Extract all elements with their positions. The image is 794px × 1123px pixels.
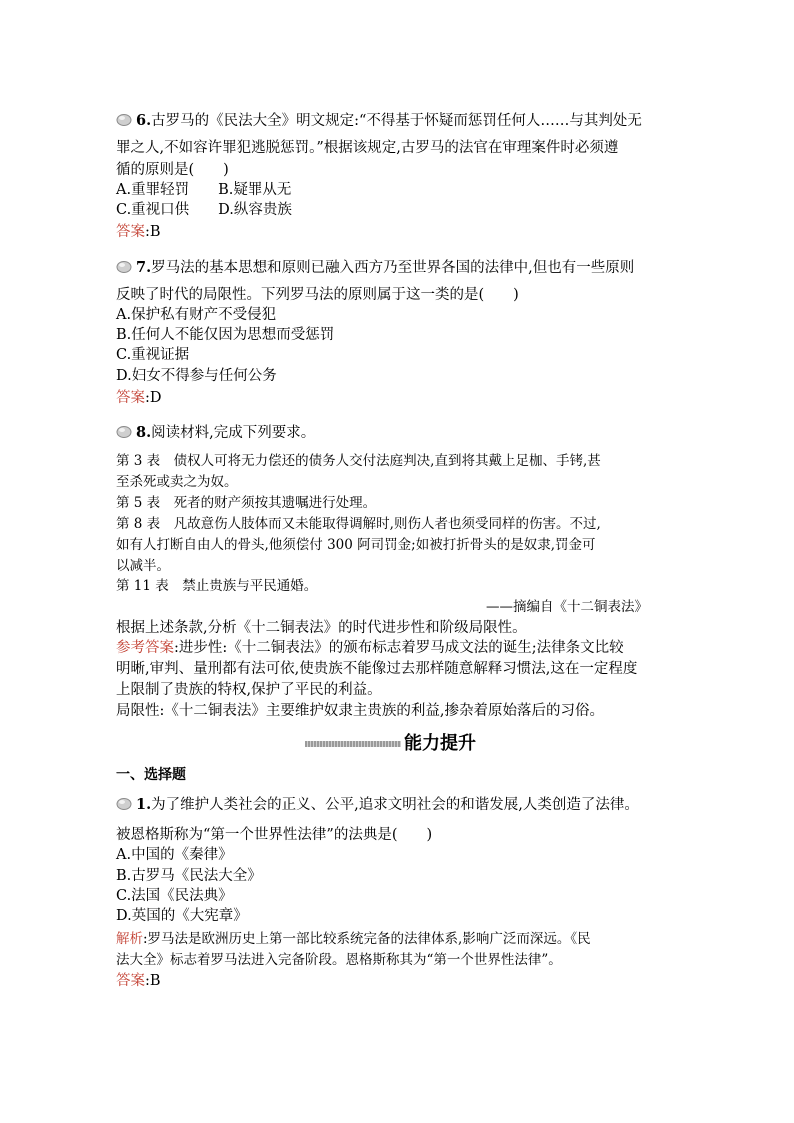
q7-option-b: B.任何人不能仅因为思想而受惩罚 — [116, 327, 335, 343]
q6-line-1 — [116, 111, 642, 131]
q8-ref-line-3: 上限制了贵族的特权,保护了平民的利益。 — [116, 682, 382, 698]
section-decoration — [305, 741, 401, 747]
q1-analysis-line-1 — [116, 929, 591, 949]
question-marker-icon — [116, 113, 135, 126]
q1-line-1 — [116, 795, 639, 815]
q8-task: 根据上述条款,分析《十二铜表法》的时代进步性和阶级局限性。 — [116, 620, 527, 636]
q8-material-line: 如有人打断自由人的骨头,他须偿付 300 阿司罚金;如被打折骨头的是奴隶,罚金可 — [116, 537, 596, 553]
question-marker-icon — [116, 797, 135, 810]
q1-analysis-line-2: 法大全》标志着罗马法进入完备阶段。恩格斯称其为“第一个世界性法律”。 — [116, 952, 562, 968]
q1-text-1: 为了维护人类社会的正义、公平,追求文明社会的和谐发展,人类创造了法律。 — [151, 797, 639, 813]
q7-line-1 — [116, 258, 634, 278]
q1-analysis-text-1: :罗马法是欧洲历史上第一部比较系统完备的法律体系,影响广泛而深远。《民 — [143, 931, 591, 947]
q6-line-2: 罪之人,不如容许罪犯逃脱惩罚。”根据该规定,古罗马的法官在审理案件时必须遵 — [116, 140, 619, 156]
q1-option-d: D.英国的《大宪章》 — [116, 908, 248, 924]
reference-answer-label: 参考答案 — [116, 640, 174, 656]
q7-line-2: 反映了时代的局限性。下列罗马法的原则属于这一类的是( ) — [116, 287, 519, 303]
q8-material-line: 第 8 表 凡故意伤人肢体而又未能取得调解时,则伤人者也须受同样的伤害。不过, — [116, 516, 601, 532]
q8-material-line: 第 5 表 死者的财产须按其遗嘱进行处理。 — [116, 495, 377, 511]
answer-value: :B — [145, 973, 161, 989]
q8-line-1 — [116, 423, 315, 443]
q7-option-a: A.保护私有财产不受侵犯 — [116, 307, 277, 323]
q1-number: 1. — [136, 796, 152, 813]
subsection-title: 一、选择题 — [116, 767, 186, 783]
q6-line-3: 循的原则是( ) — [116, 162, 229, 178]
q6-options-row-2: C.重视口供 D.纵容贵族 — [116, 202, 292, 218]
q6-text-1: 古罗马的《民法大全》明文规定:“不得基于怀疑而惩罚任何人……与其判处无 — [151, 113, 642, 129]
q1-option-a: A.中国的《秦律》 — [116, 847, 233, 863]
q1-option-b: B.古罗马《民法大全》 — [116, 868, 262, 884]
q7-number: 7. — [136, 259, 152, 276]
q8-ref-line-2: 明晰,审判、量刑都有法可依,使贵族不能像过去那样随意解释习惯法,这在一定程度 — [116, 661, 638, 677]
q8-ref-text-1: :进步性:《十二铜表法》的颁布标志着罗马成文法的诞生;法律条文比较 — [174, 640, 624, 656]
answer-value: :B — [145, 224, 161, 240]
q8-source: ——摘编自《十二铜表法》 — [486, 599, 648, 615]
q7-text-1: 罗马法的基本思想和原则已融入西方乃至世界各国的法律中,但也有一些原则 — [151, 260, 635, 276]
q8-prompt: 阅读材料,完成下列要求。 — [151, 425, 316, 441]
q8-material-line: 以减半。 — [116, 558, 170, 574]
question-marker-icon — [116, 260, 135, 273]
q7-answer — [116, 388, 162, 408]
q1-answer — [116, 971, 161, 991]
answer-label: 答案 — [116, 973, 145, 989]
section-heading — [305, 733, 525, 755]
answer-label: 答案 — [116, 390, 145, 406]
answer-label: 答案 — [116, 224, 145, 240]
analysis-label: 解析 — [116, 931, 143, 947]
q8-ref-line-1 — [116, 638, 624, 658]
q6-answer — [116, 222, 161, 242]
q1-line-2: 被恩格斯称为“第一个世界性法律”的法典是( ) — [116, 827, 433, 843]
q6-options-row-1: A.重罪轻罚 B.疑罪从无 — [116, 182, 292, 198]
q1-option-c: C.法国《民法典》 — [116, 888, 233, 904]
answer-value: :D — [145, 390, 162, 406]
q8-material-line: 至杀死或卖之为奴。 — [116, 474, 238, 490]
question-marker-icon — [116, 425, 135, 438]
q8-number: 8. — [136, 424, 152, 441]
q8-ref-line-4: 局限性:《十二铜表法》主要维护奴隶主贵族的利益,掺杂着原始落后的习俗。 — [116, 703, 604, 719]
q6-number: 6. — [136, 112, 152, 129]
q7-option-c: C.重视证据 — [116, 347, 190, 363]
q8-material-line: 第 11 表 禁止贵族与平民通婚。 — [116, 578, 318, 594]
q7-option-d: D.妇女不得参与任何公务 — [116, 368, 277, 384]
section-title: 能力提升 — [404, 733, 476, 754]
q8-material-line: 第 3 表 债权人可将无力偿还的债务人交付法庭判决,直到将其戴上足枷、手铐,甚 — [116, 453, 601, 469]
